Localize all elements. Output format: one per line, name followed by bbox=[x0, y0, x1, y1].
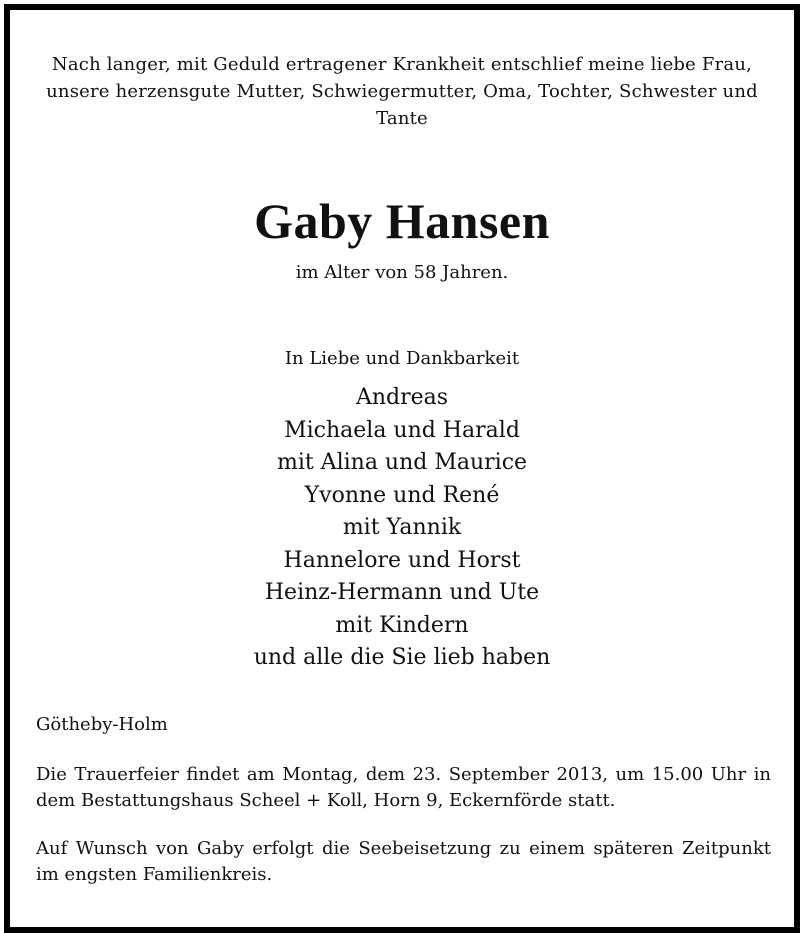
family-member: und alle die Sie lieb haben bbox=[253, 645, 551, 670]
family-member: Hannelore und Horst bbox=[283, 547, 521, 573]
family-member: mit Yannik bbox=[342, 515, 462, 540]
burial-paragraph: Auf Wunsch von Gaby erfolgt die Seebeisetzung zu einem späteren Zeitpunkt im engsten Familienkreis. bbox=[36, 838, 771, 885]
deceased-name: Gaby Hansen bbox=[254, 193, 550, 249]
family-member: Yvonne und René bbox=[304, 482, 500, 508]
intro-text: Nach langer, mit Geduld ertragener Krankheit entschlief meine liebe Frau, unsere herzensgute Mutter, Schwiegermutter, Oma, Tochter, Schwester und Tante bbox=[46, 54, 758, 129]
age-line: im Alter von 58 Jahren. bbox=[295, 262, 509, 283]
family-member: Heinz-Hermann und Ute bbox=[264, 580, 540, 605]
family-member: mit Alina und Maurice bbox=[276, 450, 528, 475]
thanks-line: In Liebe und Dankbarkeit bbox=[284, 348, 520, 369]
obituary-frame bbox=[4, 4, 800, 933]
family-list bbox=[10, 382, 794, 675]
place-line: Götheby-Holm bbox=[36, 714, 168, 735]
family-member: mit Kindern bbox=[335, 612, 469, 638]
family-member: Michaela und Harald bbox=[284, 417, 520, 443]
family-member: Andreas bbox=[355, 385, 449, 410]
funeral-paragraph: Die Trauerfeier findet am Montag, dem 23. September 2013, um 15.00 Uhr in dem Bestattungshaus Scheel + Koll, Horn 9, Eckernförde statt. bbox=[36, 764, 771, 811]
